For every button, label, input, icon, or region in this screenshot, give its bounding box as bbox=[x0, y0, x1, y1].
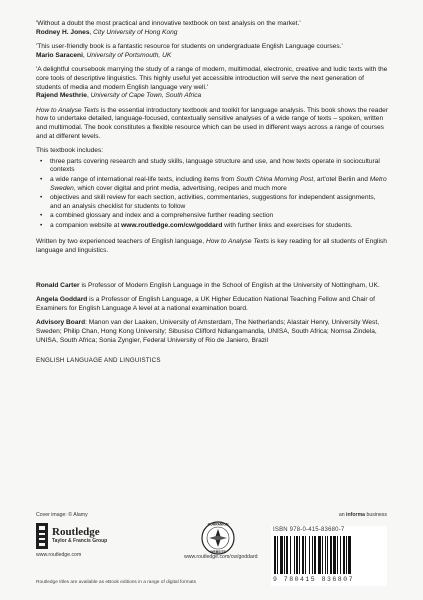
companion-url[interactable]: www.routledge.com/cw/goddard bbox=[184, 554, 258, 560]
list-item: • a wide range of international real-life texts, including items from South China Morning Post, art'otel Berlin and Metro Sweden, which cover digital and print media, advertising, recipes and much more bbox=[36, 176, 388, 193]
review-quote-3: 'A delightful coursebook marrying the study of a range of modern, multimodal, electronic, creative and ludic texts with the core tools of descriptive linguistics. This highly useful yet accessible introduction will serve the next generation of students of media and modern English language very well.' Rajend Mesthrie, University of Cape Town, South Africa bbox=[36, 66, 388, 100]
quote-text: 'Without a doubt the most practical and innovative textbook on text analysis on the market.' bbox=[36, 20, 301, 27]
description-text: is the essential introductory textbook and toolkit for language analysis. This book shows the reader how to undertake detailed, language-focused, contextually sensitive analyses of a wide range of texts – spoken, written and multimodal. The book constitutes a flexible resource which can be used in different ways across a range of courses and at different levels. bbox=[36, 106, 388, 140]
badge-top-text: COMPANION bbox=[207, 522, 229, 527]
barcode-number: 9 780415 836807 bbox=[273, 576, 355, 583]
author-name: Angela Goddard bbox=[36, 296, 88, 304]
informa-business: an informa business bbox=[338, 512, 387, 518]
quote-author: Rodney H. Jones bbox=[36, 28, 90, 36]
list-item: • objectives and skill review for each section, activities, commentaries, suggestions for independent assignments, and an analysis checklist for students to follow bbox=[36, 194, 388, 211]
author-bio-2: Angela Goddard is a Professor of English Language, a UK Higher Education National Teaching Fellow and Chair of Examiners for English Language A level at a national examination board. bbox=[36, 296, 375, 312]
isbn: ISBN 978-0-415-83680-7 bbox=[273, 527, 345, 533]
subject-category: ENGLISH LANGUAGE AND LINGUISTICS bbox=[36, 357, 161, 365]
routledge-logo bbox=[36, 522, 156, 562]
barcode-icon bbox=[273, 536, 385, 574]
spacer bbox=[36, 262, 388, 282]
review-quote-1: 'Without a doubt the most practical and innovative textbook on text analysis on the market.' Rodney H. Jones, City University of Hong Kong bbox=[36, 20, 388, 37]
barcode-block bbox=[271, 526, 387, 586]
ebook-note: Routledge titles are available as eBook editions in a range of digital formats bbox=[36, 580, 196, 585]
quote-affiliation: City University of Hong Kong bbox=[93, 28, 178, 36]
book-description bbox=[36, 107, 388, 141]
quote-author: Mario Saraceni bbox=[36, 51, 83, 59]
list-item: • a companion website at www.routledge.com/cw/goddard with further links and exercises for students. bbox=[36, 222, 388, 231]
routledge-mark-icon bbox=[36, 523, 48, 549]
routledge-url[interactable]: www.routledge.com bbox=[36, 552, 82, 558]
list-item: • a combined glossary and index and a comprehensive further reading section bbox=[36, 212, 388, 221]
badge-bottom-text: WEBSITE bbox=[210, 550, 226, 554]
list-item: • three parts covering research and study skills, language structure and use, and how texts operate in sociocultural contexts bbox=[36, 158, 388, 175]
advisory-board: Advisory Board: Manon van der Laaken, University of Amsterdam, The Netherlands; Alastair Henry, University West, Sweden; Philip Chan, Hong Kong University; Sibusiso Clifford Ndlangamandla, UNISA, South Africa; Nomsa Zindela, UNISA, South Africa; Sonia Zyngier, Federal University of Rio de Janiero, Brazil bbox=[36, 319, 380, 344]
quote-text: 'A delightful coursebook marrying the study of a range of modern, multimodal, electronic, creative and ludic texts with the core tools of descriptive linguistics. This highly useful yet accessible introduction will serve the next generation of students of media and modern English language very well.' bbox=[36, 66, 388, 91]
quote-text: 'This user-friendly book is a fantastic resource for students on undergraduate English Language courses.' bbox=[36, 43, 343, 51]
routledge-name: Routledge bbox=[52, 526, 100, 538]
routledge-group: Taylor & Francis Group bbox=[52, 538, 108, 544]
includes-list bbox=[36, 158, 388, 231]
includes-heading: This textbook includes: bbox=[36, 147, 104, 155]
cover-footer bbox=[36, 512, 387, 590]
author-name: Ronald Carter bbox=[36, 281, 80, 289]
cover-image-credit: Cover image: © Alamy bbox=[36, 512, 88, 518]
book-title: How to Analyse Texts bbox=[36, 106, 99, 114]
review-quote-2: 'This user-friendly book is a fantastic resource for students on undergraduate English Language courses.' Mario Saraceni, University of Portsmouth, UK bbox=[36, 43, 388, 60]
quote-affiliation: University of Cape Town, South Africa bbox=[90, 92, 202, 100]
advisory-label: Advisory Board bbox=[36, 319, 86, 327]
companion-website-link[interactable]: www.routledge.com/cw/goddard bbox=[121, 221, 223, 229]
quote-affiliation: University of Portsmouth, UK bbox=[86, 51, 172, 59]
quote-author: Rajend Mesthrie bbox=[36, 92, 87, 100]
written-by: Written by two experienced teachers of English language, How to Analyse Texts is key reading for all students of English language and linguistics. bbox=[36, 238, 387, 255]
cover-text bbox=[36, 20, 388, 366]
author-bio-1: Ronald Carter is Professor of Modern English Language in the School of English at the University of Nottingham, UK. bbox=[36, 281, 380, 289]
